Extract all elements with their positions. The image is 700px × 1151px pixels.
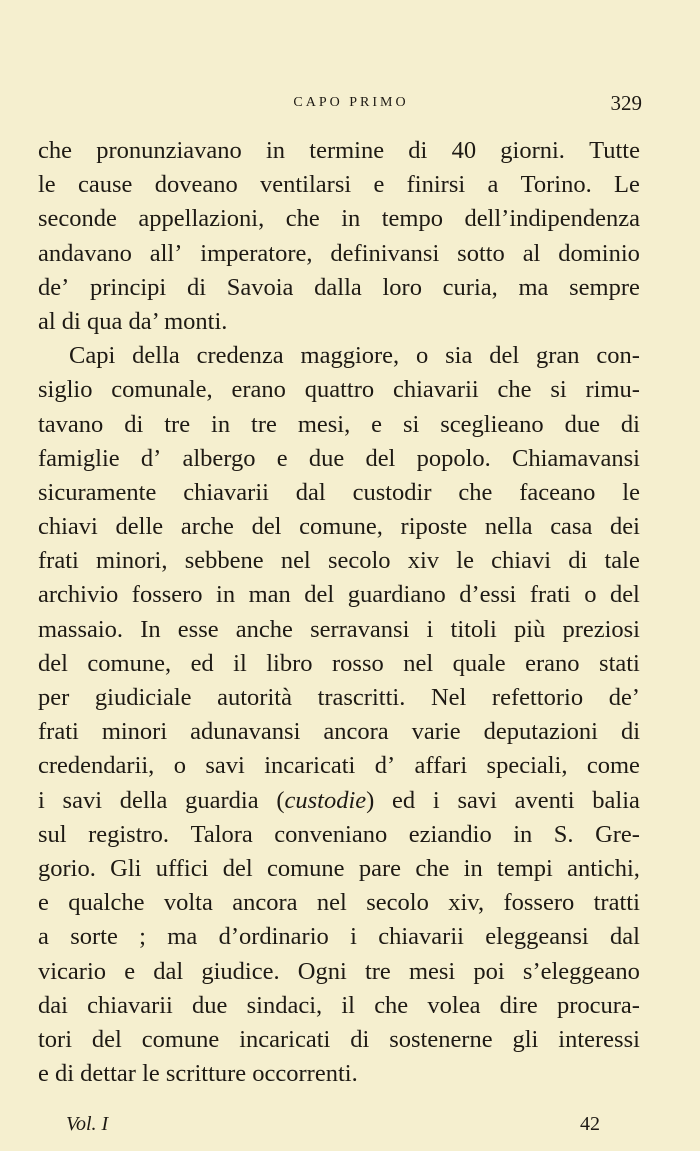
word: gli	[512, 1025, 539, 1053]
word: sebbene	[184, 547, 264, 575]
word	[457, 784, 496, 818]
word: chiavarii	[183, 478, 269, 506]
word: o	[584, 581, 597, 609]
word: dominio	[558, 239, 640, 267]
word: si	[402, 410, 420, 438]
word: Savoia	[226, 273, 294, 301]
text-line	[38, 476, 640, 510]
word-part: savi	[62, 786, 103, 814]
word: del	[609, 581, 640, 609]
word: due	[564, 410, 600, 438]
word: dal	[153, 957, 184, 985]
page-footer	[66, 1113, 600, 1141]
word: ventilarsi	[260, 171, 352, 199]
text-line	[38, 852, 640, 886]
word: comune	[266, 854, 345, 882]
word: preziosi	[562, 615, 640, 643]
word: giorni.	[500, 137, 565, 164]
word: a	[487, 171, 499, 199]
word: interessi	[558, 1025, 640, 1053]
word: dal	[295, 478, 326, 506]
word: nel	[403, 649, 434, 677]
text-line	[38, 510, 640, 544]
word: sorte	[70, 923, 118, 951]
word: in	[266, 137, 286, 164]
word: che	[415, 854, 450, 882]
word: tre	[164, 410, 191, 438]
word: e	[371, 410, 383, 438]
word: il	[341, 991, 355, 1019]
word: xiv,	[448, 889, 485, 917]
word: frati	[38, 547, 79, 575]
text-line	[38, 886, 640, 920]
text-line	[38, 237, 640, 271]
text-line	[38, 955, 640, 989]
word: al	[522, 239, 541, 267]
word: di	[350, 1025, 370, 1053]
word: e	[276, 444, 288, 472]
word: savi	[205, 752, 245, 780]
word: trascritti.	[317, 684, 406, 711]
text-line	[38, 818, 640, 852]
word	[276, 784, 374, 818]
word: procura-	[556, 991, 640, 1019]
word: affari	[414, 752, 468, 780]
word: d’	[374, 752, 396, 780]
word: famiglie	[38, 444, 120, 472]
word	[515, 784, 575, 818]
word: sicuramente	[38, 478, 157, 506]
word: e	[373, 171, 385, 199]
word: varie	[411, 718, 461, 746]
word: casa	[550, 513, 593, 541]
word: che	[285, 205, 320, 233]
word: frati	[38, 718, 79, 746]
word: dell’indipendenza	[464, 205, 640, 233]
word: per	[38, 684, 70, 711]
word: maggiore,	[300, 342, 400, 370]
word: riposte	[400, 513, 468, 541]
word-part: savi	[457, 786, 497, 814]
word: nella	[484, 513, 533, 541]
word: Capi	[69, 342, 116, 370]
word: Le	[614, 171, 640, 199]
text-line	[38, 134, 640, 168]
word: credendarii,	[38, 752, 155, 780]
word: d’	[140, 444, 162, 472]
word: del	[365, 444, 396, 472]
word: comune	[141, 1025, 220, 1053]
word: dal	[610, 923, 640, 951]
word: antichi,	[567, 854, 640, 882]
word: tratti	[593, 889, 640, 917]
word: di	[124, 410, 144, 438]
word: secolo	[366, 889, 429, 917]
word: stati	[599, 649, 640, 677]
word: del	[38, 649, 68, 677]
word: ma	[518, 273, 549, 301]
text-line	[38, 784, 640, 818]
word: de’	[608, 684, 640, 711]
word: Ogni	[297, 957, 347, 985]
word: credenza	[196, 342, 284, 370]
word: titoli	[450, 615, 497, 643]
word: di	[568, 547, 588, 575]
word: dei	[610, 513, 640, 541]
text-line	[38, 544, 640, 578]
word: principi	[90, 273, 167, 301]
word: sotto	[457, 239, 505, 267]
word: che	[38, 137, 72, 164]
word: giudice.	[201, 957, 280, 985]
word	[185, 784, 258, 818]
word: ancora	[323, 718, 389, 746]
word: che	[374, 991, 409, 1019]
word: tempi	[497, 854, 553, 882]
word: come	[586, 752, 640, 780]
word: dai	[38, 991, 68, 1019]
word: fossero	[503, 889, 575, 917]
word: s’eleggeano	[522, 957, 640, 985]
page-number: 329	[610, 91, 642, 115]
word: minori	[101, 718, 168, 746]
running-title: CAPO PRIMO	[293, 95, 409, 110]
text-line	[38, 578, 640, 612]
word: loro	[382, 273, 422, 301]
text-line	[38, 647, 640, 681]
word: incaricati	[264, 752, 356, 780]
volume-label: Vol. I	[66, 1113, 109, 1135]
signature-mark: 42	[580, 1113, 600, 1135]
text-line	[38, 613, 640, 647]
word: di	[620, 718, 640, 746]
word: eleggeansi	[485, 923, 589, 951]
word: le	[38, 171, 56, 199]
word: fossero	[131, 581, 203, 609]
word: secolo	[327, 547, 391, 575]
word: chiavarii	[87, 991, 173, 1019]
word: termine	[309, 137, 385, 164]
word: dalla	[314, 273, 362, 301]
word: xiv	[407, 547, 440, 575]
word: tale	[604, 547, 640, 575]
word	[38, 784, 45, 818]
word: mesi	[408, 957, 456, 985]
word: autorità	[217, 684, 292, 711]
text-line	[38, 442, 640, 476]
word: della	[132, 342, 180, 370]
word: S.	[553, 820, 574, 848]
word: cause	[77, 171, 133, 199]
word: imperatore,	[200, 239, 313, 267]
word: uffici	[155, 854, 209, 882]
text-line	[38, 681, 640, 715]
word: volta	[163, 889, 213, 917]
word: serravansi	[310, 615, 410, 643]
word: minori,	[96, 547, 168, 575]
word: tre	[251, 410, 277, 438]
word: custodir	[352, 478, 432, 506]
italic-term: custodie	[284, 786, 367, 814]
text-line	[38, 373, 640, 407]
word-part: balia	[592, 786, 640, 814]
word: esse	[177, 615, 219, 643]
word: in	[211, 410, 231, 438]
word: due	[308, 444, 345, 472]
word: più	[513, 615, 546, 643]
word: ed	[190, 649, 214, 677]
word: frati	[529, 581, 571, 609]
word: ancora	[232, 889, 298, 917]
word: arche	[180, 513, 234, 541]
word: ;	[139, 923, 146, 951]
word: quattro	[304, 376, 375, 404]
body-text	[38, 134, 640, 1091]
word: vicario	[38, 957, 107, 985]
word: i	[426, 615, 434, 643]
text-line	[38, 408, 640, 442]
word: conveniano	[274, 820, 388, 848]
word: in	[463, 854, 483, 882]
word: siglio	[38, 376, 93, 404]
word: Torino.	[520, 171, 592, 199]
word: del	[91, 1025, 122, 1053]
word: comune,	[87, 649, 172, 677]
word: nel	[280, 547, 311, 575]
word: chiavi	[491, 547, 552, 575]
word: eziandio	[408, 820, 492, 848]
text-line	[38, 920, 640, 954]
word: o	[416, 342, 429, 370]
word	[120, 784, 168, 818]
word: incaricati	[239, 1025, 331, 1053]
text-line	[38, 1023, 640, 1057]
word: Gli	[110, 854, 142, 882]
text-line	[38, 202, 640, 236]
word: 40	[451, 137, 477, 164]
word: del	[222, 854, 253, 882]
word: d’ordinario	[218, 923, 329, 951]
word: faceano	[519, 478, 596, 506]
word	[63, 784, 102, 818]
word: due	[192, 991, 228, 1019]
word: si	[550, 376, 567, 404]
text-line	[38, 989, 640, 1023]
word: il	[233, 649, 247, 677]
word: libro	[266, 649, 313, 677]
word: popolo.	[416, 444, 491, 472]
word	[392, 784, 415, 818]
word: registro.	[88, 820, 170, 848]
word: qualche	[68, 889, 145, 917]
word: di	[408, 137, 428, 164]
word: del	[251, 513, 282, 541]
word: d’essi	[459, 581, 517, 609]
word: Nel	[430, 684, 467, 711]
word: Chiamavansi	[512, 444, 640, 472]
text-line	[38, 749, 640, 783]
word	[433, 784, 440, 818]
word: Tutte	[589, 137, 640, 164]
word: speciali,	[486, 752, 568, 780]
word: tre	[364, 957, 391, 985]
word	[592, 784, 640, 818]
word: definivansi	[330, 239, 440, 267]
word-part: della	[119, 786, 168, 814]
word: In	[140, 615, 161, 643]
word: o	[173, 752, 186, 780]
text-line	[38, 271, 640, 305]
word: e	[38, 889, 49, 917]
word: sia	[445, 342, 473, 370]
word: e	[124, 957, 136, 985]
word: archivio	[38, 581, 119, 609]
word: quale	[452, 649, 506, 677]
word: in	[216, 581, 236, 609]
word: le	[456, 547, 474, 575]
word: che	[458, 478, 493, 506]
word: erano	[525, 649, 580, 677]
word: di	[620, 410, 640, 438]
text-line	[38, 715, 640, 749]
word: ma	[167, 923, 198, 951]
word-part: ed	[392, 786, 416, 814]
text-line: al di qua da’ monti.	[38, 307, 228, 335]
word-part: aventi	[514, 786, 575, 814]
word: de’	[38, 273, 70, 301]
word: mesi,	[297, 410, 351, 438]
word-part: (	[276, 786, 285, 814]
word: che	[497, 376, 532, 404]
word: doveano	[154, 171, 238, 199]
word: sindaci,	[246, 991, 323, 1019]
word: sul	[38, 820, 67, 848]
word: gorio.	[38, 854, 96, 882]
running-header	[60, 91, 642, 115]
word: a	[38, 923, 49, 951]
word: chiavarii	[392, 376, 479, 404]
word: comune,	[299, 513, 383, 541]
word: sceglieano	[440, 410, 544, 438]
word: chiavi	[38, 513, 98, 541]
word: erano	[231, 376, 286, 404]
word: rosso	[332, 649, 384, 677]
word: appellazioni,	[138, 205, 265, 233]
word: gran	[536, 342, 580, 370]
word: andavano	[38, 239, 132, 267]
word: anche	[235, 615, 293, 643]
word-part: guardia	[185, 786, 259, 814]
word: con-	[596, 342, 640, 370]
word: curia,	[442, 273, 498, 301]
word: volea	[427, 991, 481, 1019]
word: in	[341, 205, 361, 233]
text-line	[38, 339, 640, 373]
word: tori	[38, 1025, 73, 1053]
word: in	[513, 820, 533, 848]
word: le	[622, 478, 640, 506]
word: dire	[499, 991, 538, 1019]
word: nel	[316, 889, 347, 917]
word: massaio.	[38, 615, 124, 643]
word: poi	[473, 957, 505, 985]
word-part: i	[38, 786, 45, 814]
word: del	[489, 342, 520, 370]
word: seconde	[38, 205, 117, 233]
word: sostenerne	[389, 1025, 493, 1053]
word: Gre-	[595, 820, 640, 848]
word: adunavansi	[190, 718, 301, 746]
word-part: )	[366, 786, 375, 814]
word: chiavarii	[378, 923, 464, 951]
word: Talora	[190, 820, 253, 848]
word: all’	[149, 239, 183, 267]
word-part: i	[432, 786, 440, 814]
word: del	[304, 581, 335, 609]
word: albergo	[182, 444, 256, 472]
word: deputazioni	[483, 718, 598, 746]
word: sempre	[569, 273, 640, 301]
word: tempo	[381, 205, 443, 233]
word: di	[186, 273, 207, 301]
word: finirsi	[406, 171, 466, 199]
word: rimu-	[585, 376, 640, 404]
word: pare	[358, 854, 402, 882]
word: man	[248, 581, 291, 609]
word: comunale,	[111, 376, 213, 404]
word: i	[350, 923, 357, 951]
text-line	[38, 168, 640, 202]
word: tavano	[38, 410, 104, 438]
text-line: e di dettar le scritture occorrenti.	[38, 1060, 358, 1088]
word: pronunziavano	[96, 137, 242, 164]
word: guardiano	[347, 581, 446, 609]
word: giudiciale	[94, 684, 192, 711]
word: delle	[115, 513, 164, 541]
word: refettorio	[491, 684, 584, 711]
